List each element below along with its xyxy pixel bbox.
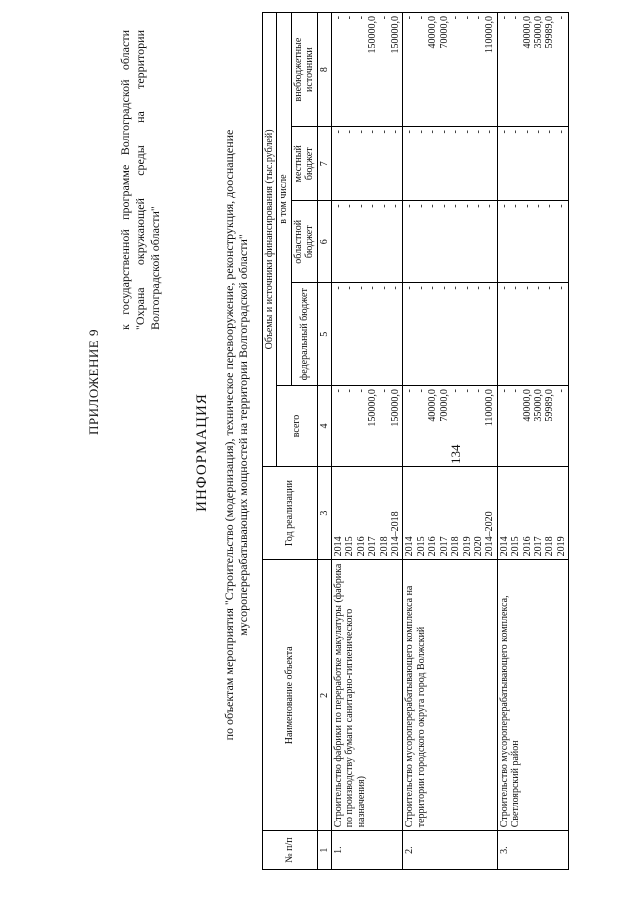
total-values-line: 70000,0 [438,389,450,422]
local-values-line: - [438,130,450,134]
total-values-line: - [510,389,522,393]
table-row [497,13,568,870]
extra-values [497,13,568,127]
total-values-line: - [415,389,427,393]
year-list-line: 2015 [415,536,427,557]
local-values-line: - [498,130,510,134]
federal-values-line: - [333,286,345,290]
extra-values-line: - [472,16,484,20]
year-list-line: 2018 [450,536,462,557]
object-name: Строительство мусороперерабатывающего комплекса, Светлоярский район [497,560,568,831]
col-number: 6 [317,201,331,283]
year-list-line: 2014–2018 [390,511,402,557]
col-number: 8 [317,13,331,127]
federal-values-line: - [344,286,356,290]
local-values-line: - [450,130,462,134]
object-name: Строительство мусороперерабатывающего комплекса на территории городского округа город Волжский [403,560,497,831]
federal-values [332,283,403,386]
local-values-line: - [521,130,533,134]
object-name: Строительство фабрики по переработке макулатуры (фабрика по производству бумаги санитарно-гигиенического назначения) [332,560,403,831]
local-values-line: - [555,130,567,134]
local-values [403,127,497,201]
total-values [403,386,497,467]
total-values-line: - [344,389,356,393]
total-values-line: - [333,389,345,393]
extra-values-line: - [498,16,510,20]
federal-values-line: - [427,286,439,290]
year-list-line: 2019 [555,536,567,557]
total-values-line: - [461,389,473,393]
header-num: № п/п [263,831,318,870]
total-values-line: - [472,389,484,393]
federal-values-line: - [378,286,390,290]
local-values-line: - [532,130,544,134]
federal-values-line: - [472,286,484,290]
federal-values-line: - [498,286,510,290]
federal-values-line: - [355,286,367,290]
regional-values-line: - [472,204,484,208]
regional-values-line: - [555,204,567,208]
regional-values-line: - [344,204,356,208]
year-list-line: 2014 [498,536,510,557]
regional-values-line: - [544,204,556,208]
extra-values [403,13,497,127]
local-values-line: - [427,130,439,134]
federal-values-line: - [510,286,522,290]
year-list-line: 2014 [404,536,416,557]
extra-values-line: - [555,16,567,20]
funding-table [262,12,569,870]
regional-values-line: - [427,204,439,208]
table-row [332,13,403,870]
extra-values-line: - [415,16,427,20]
local-values-line: - [484,130,496,134]
local-values-line: - [378,130,390,134]
header-extra: внебюджетные источники [291,13,317,127]
header-total: всего [277,386,317,467]
total-values-line: - [404,389,416,393]
row-number: 2. [403,831,497,870]
extra-values-line: 40000,0 [427,16,439,49]
local-values-line: - [355,130,367,134]
federal-values-line: - [390,286,402,290]
year-list-line: 2015 [344,536,356,557]
total-values [332,386,403,467]
extra-values-line: - [404,16,416,20]
total-values-line: 150000,0 [367,389,379,427]
year-list [332,466,403,560]
extra-values-line: 110000,0 [484,16,496,54]
total-values-line: - [498,389,510,393]
col-number: 7 [317,127,331,201]
year-list-line: 2017 [367,536,379,557]
total-values-line: 59989,0 [544,389,556,422]
regional-values-line: - [367,204,379,208]
col-number: 3 [317,466,331,560]
header-regional: областной бюджет [291,201,317,283]
extra-values-line: 59989,0 [544,16,556,49]
total-values-line: - [378,389,390,393]
regional-values-line: - [415,204,427,208]
federal-values [497,283,568,386]
total-values-line: - [450,389,462,393]
local-values-line: - [472,130,484,134]
year-list-line: 2016 [355,536,367,557]
local-values-line: - [344,130,356,134]
local-values [332,127,403,201]
header-year: Год реализации [263,466,318,560]
federal-values-line: - [438,286,450,290]
extra-values-line: - [355,16,367,20]
col-number: 5 [317,283,331,386]
year-list-line: 2016 [521,536,533,557]
local-values-line: - [367,130,379,134]
page-number: 134 [448,444,463,464]
federal-values-line: - [404,286,416,290]
federal-values-line: - [367,286,379,290]
total-values [497,386,568,467]
regional-values [403,201,497,283]
local-values [497,127,568,201]
header-name: Наименование объекта [263,560,318,831]
extra-values-line: 150000,0 [367,16,379,54]
federal-values-line: - [544,286,556,290]
year-list-line: 2019 [461,536,473,557]
extra-values-line: - [333,16,345,20]
year-list-line: 2014–2020 [484,511,496,557]
regional-values [497,201,568,283]
regional-values-line: - [521,204,533,208]
regional-values-line: - [390,204,402,208]
extra-values-line: - [510,16,522,20]
local-values-line: - [333,130,345,134]
regional-values-line: - [498,204,510,208]
total-values-line: 35000,0 [532,389,544,422]
year-list-line: 2020 [472,536,484,557]
local-values-line: - [461,130,473,134]
extra-values-line: 35000,0 [532,16,544,49]
regional-values-line: - [378,204,390,208]
year-list-line: 2017 [532,536,544,557]
extra-values [332,13,403,127]
federal-values-line: - [532,286,544,290]
total-values-line: 40000,0 [521,389,533,422]
regional-values-line: - [510,204,522,208]
local-values-line: - [510,130,522,134]
regional-values-line: - [484,204,496,208]
col-number: 2 [317,560,331,831]
year-list-line: 2018 [378,536,390,557]
federal-values-line: - [555,286,567,290]
extra-values-line: - [461,16,473,20]
extra-values-line: - [378,16,390,20]
header-federal: федеральный бюджет [291,283,317,386]
extra-values-line: - [450,16,462,20]
regional-values-line: - [532,204,544,208]
regional-values [332,201,403,283]
regional-values-line: - [450,204,462,208]
program-reference: к государственной программе Волгоградской области "Охрана окружающей среды на территории Волгоградской области" [118,30,162,330]
extra-values-line: 150000,0 [390,16,402,54]
year-list-line: 2017 [438,536,450,557]
federal-values [403,283,497,386]
total-values-line: 150000,0 [390,389,402,427]
appendix-title: ПРИЛОЖЕНИЕ 9 [86,329,101,435]
extra-values-line: 40000,0 [521,16,533,49]
col-number: 4 [317,386,331,467]
document-subtitle: по объектам мероприятия "Строительство (модернизация), техническое перевооружение, реконструкция, дооснащение мусороперерабатывающих мощностей на территории Волгоградской области" [222,129,250,741]
total-values-line: 40000,0 [427,389,439,422]
total-values-line: 110000,0 [484,389,496,427]
year-list-line: 2014 [333,536,345,557]
table-row [403,13,497,870]
federal-values-line: - [461,286,473,290]
year-list [497,466,568,560]
year-list [403,466,497,560]
header-incl: в том числе [277,13,291,386]
header-funding-group: Объемы и источники финансирования (тыс.рублей) [263,13,277,467]
row-number: 1. [332,831,403,870]
federal-values-line: - [484,286,496,290]
header-local: местный бюджет [291,127,317,201]
year-list-line: 2015 [510,536,522,557]
federal-values-line: - [521,286,533,290]
regional-values-line: - [333,204,345,208]
regional-values-line: - [461,204,473,208]
local-values-line: - [390,130,402,134]
local-values-line: - [404,130,416,134]
total-values-line: - [355,389,367,393]
federal-values-line: - [415,286,427,290]
local-values-line: - [544,130,556,134]
regional-values-line: - [404,204,416,208]
document-title: ИНФОРМАЦИЯ [194,393,210,512]
regional-values-line: - [438,204,450,208]
year-list-line: 2018 [544,536,556,557]
regional-values-line: - [355,204,367,208]
total-values-line: - [555,389,567,393]
federal-values-line: - [450,286,462,290]
local-values-line: - [415,130,427,134]
row-number: 3. [497,831,568,870]
extra-values-line: 70000,0 [438,16,450,49]
extra-values-line: - [344,16,356,20]
col-number: 1 [317,831,331,870]
year-list-line: 2016 [427,536,439,557]
